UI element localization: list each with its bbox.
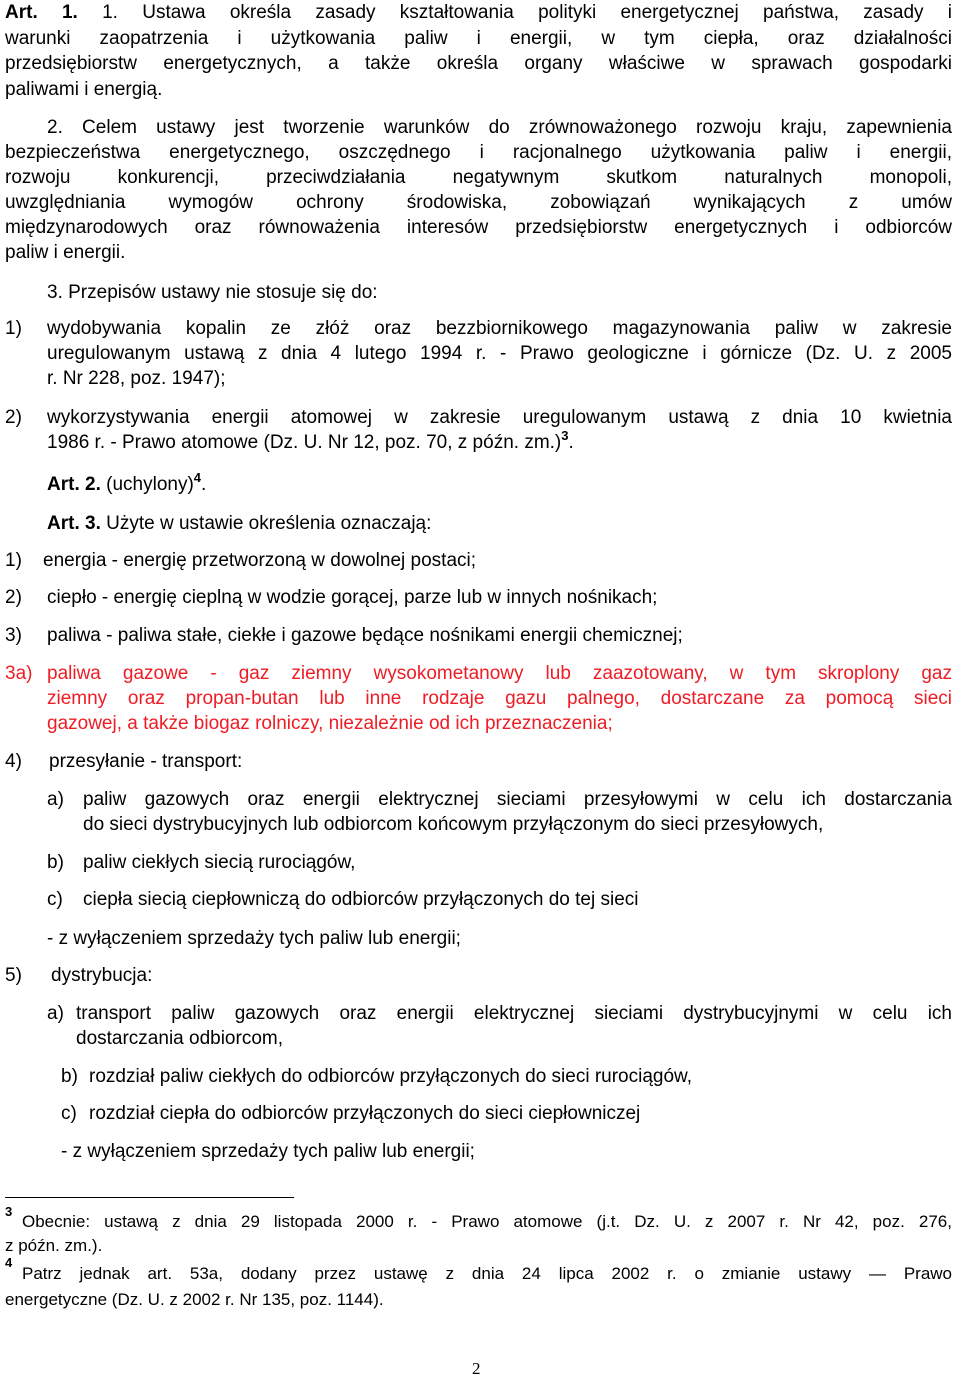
- page-number: 2: [472, 1359, 481, 1378]
- art2-tail: .: [201, 474, 207, 495]
- footnote-3-line2: z późn. zm.).: [5, 1236, 103, 1255]
- footnote-4-line2: energetyczne (Dz. U. z 2002 r. Nr 135, poz. 1144).: [5, 1290, 384, 1309]
- art1-p1-number: 1.: [102, 2, 118, 23]
- art1-p1-line4: paliwami i energią.: [5, 79, 163, 100]
- art3-heading: Art. 3.: [47, 513, 101, 534]
- art1-p2-line6: paliw i energii.: [5, 242, 126, 263]
- art3-intro-line: [47, 511, 431, 537]
- footnote-ref-3[interactable]: 3: [561, 428, 569, 443]
- def5-number: 5): [5, 965, 22, 986]
- art1-p3-item1-line2: uregulowanym ustawą z dnia 4 lutego 1994 r. - Prawo geologiczne i górnicze (Dz. U. z 2005: [47, 343, 952, 364]
- art1-p3-item2-line2-text: 1986 r. - Prawo atomowe (Dz. U. Nr 12, poz. 70, z późn. zm.): [47, 432, 562, 453]
- def5-a-line2: dostarczania odbiorcom,: [76, 1028, 283, 1049]
- def3a-number: 3a): [5, 663, 33, 684]
- def2-text: ciepło - energię cieplną w wodzie gorącej, parze lub w innych nośnikach;: [47, 587, 658, 608]
- def5-text: dystrybucja:: [51, 965, 153, 986]
- art1-p2-line5: międzynarodowych oraz równoważenia interesów przedsiębiorstw energetycznych i odbiorców: [5, 217, 952, 238]
- def5-a-label: a): [47, 1003, 64, 1024]
- art1-p3-item2-line1: wykorzystywania energii atomowej w zakresie uregulowanym ustawą z dnia 10 kwietnia: [47, 407, 952, 428]
- def4-a-line1: paliw gazowych oraz energii elektrycznej sieciami przesyłowymi w celu ich dostarczania: [83, 789, 952, 810]
- art1-p3-item2-line2: [47, 430, 574, 456]
- def4-number: 4): [5, 751, 22, 772]
- def4-b-text: paliw ciekłych siecią rurociągów,: [83, 852, 356, 873]
- art1-p3-intro: 3. Przepisów ustawy nie stosuje się do:: [47, 282, 378, 303]
- def5-c-label: c): [61, 1103, 77, 1124]
- art1-p2-line4: uwzględniania wymogów ochrony środowiska, zobowiązań wynikających z umów: [5, 192, 952, 213]
- art1-p2-line1: 2. Celem ustawy jest tworzenie warunków do zrównoważonego rozwoju kraju, zapewnienia: [47, 117, 952, 138]
- footnote-3-line1: Obecnie: ustawą z dnia 29 listopada 2000 r. - Prawo atomowe (j.t. Dz. U. z 2007 r. Nr 42, poz. 276,: [22, 1212, 952, 1231]
- art1-p3-item1-line3: r. Nr 228, poz. 1947);: [47, 368, 226, 389]
- def4-a-label: a): [47, 789, 64, 810]
- def4-a-line2: do sieci dystrybucyjnych lub odbiorcom końcowym przyłączonym do sieci przesyłowych,: [83, 814, 824, 835]
- art1-heading: Art. 1.: [5, 2, 78, 23]
- def4-c-text: ciepła siecią ciepłowniczą do odbiorców przyłączonych do tej sieci: [83, 889, 639, 910]
- def1-number: 1): [5, 550, 22, 571]
- def2-number: 2): [5, 587, 22, 608]
- def3-text: paliwa - paliwa stałe, ciekłe i gazowe będące nośnikami energii chemicznej;: [47, 625, 683, 646]
- art1-p2-line2: bezpieczeństwa energetycznego, oszczędnego i racjonalnego użytkowania paliw i energii,: [5, 142, 952, 163]
- def5-b-text: rozdział paliw ciekłych do odbiorców przyłączonych do sieci rurociągów,: [89, 1066, 692, 1087]
- footnote-3-number: 3: [5, 1204, 13, 1219]
- def3a-line2: ziemny oraz propan-butan lub inne rodzaje gazu palnego, dostarczane za pomocą sieci: [47, 688, 952, 709]
- art1-p2-line3: rozwoju konkurencji, przeciwdziałania negatywnym skutkom naturalnych monopoli,: [5, 167, 952, 188]
- art1-p3-item1-number: 1): [5, 318, 22, 339]
- art1-p1-line3: przedsiębiorstw energetycznych, a także określa organy właściwe w sprawach gospodarki: [5, 53, 952, 74]
- footnote-4-number: 4: [5, 1255, 13, 1270]
- def4-b-label: b): [47, 852, 64, 873]
- def4-tail: - z wyłączeniem sprzedaży tych paliw lub energii;: [47, 928, 461, 949]
- art1-p3-item1-line1: wydobywania kopalin ze złóż oraz bezzbiornikowego magazynowania paliw w zakresie: [47, 318, 952, 339]
- def5-c-text: rozdział ciepła do odbiorców przyłączonych do sieci ciepłowniczej: [89, 1103, 641, 1124]
- def1-text: energia - energię przetworzoną w dowolnej postaci;: [43, 550, 477, 571]
- def4-c-label: c): [47, 889, 63, 910]
- art3-intro: Użyte w ustawie określenia oznaczają:: [106, 513, 432, 534]
- footnote-4-line1: Patrz jednak art. 53a, dodany przez ustawę z dnia 24 lipca 2002 r. o zmianie ustawy — Prawo: [22, 1264, 952, 1283]
- def4-text: przesyłanie - transport:: [49, 751, 243, 772]
- art2: [47, 472, 206, 498]
- art1-p3-item2-number: 2): [5, 407, 22, 428]
- def3a-line1: paliwa gazowe - gaz ziemny wysokometanowy lub zaazotowany, w tym skroplony gaz: [47, 663, 952, 684]
- art1-p3-item2-tail: .: [568, 432, 574, 453]
- art1-p1-line1: [5, 0, 952, 26]
- def3a-line3: gazowej, a także biogaz rolniczy, niezależnie od ich przeznaczenia;: [47, 713, 613, 734]
- def5-b-label: b): [61, 1066, 78, 1087]
- def5-tail: - z wyłączeniem sprzedaży tych paliw lub energii;: [61, 1141, 475, 1162]
- footnote-ref-4[interactable]: 4: [193, 470, 202, 485]
- def5-a-line1: transport paliw gazowych oraz energii elektrycznej sieciami dystrybucyjnymi w celu ich: [76, 1003, 952, 1024]
- def3-number: 3): [5, 625, 22, 646]
- art2-text: (uchylony): [106, 474, 194, 495]
- art2-heading: Art. 2.: [47, 474, 101, 495]
- art1-p1-line2: warunki zaopatrzenia i użytkowania paliw i energii, w tym ciepła, oraz działalności: [5, 28, 952, 49]
- art1-p1-text-line1: Ustawa określa zasady kształtowania polityki energetycznej państwa, zasady i: [142, 2, 952, 23]
- footnote-separator: [5, 1197, 294, 1198]
